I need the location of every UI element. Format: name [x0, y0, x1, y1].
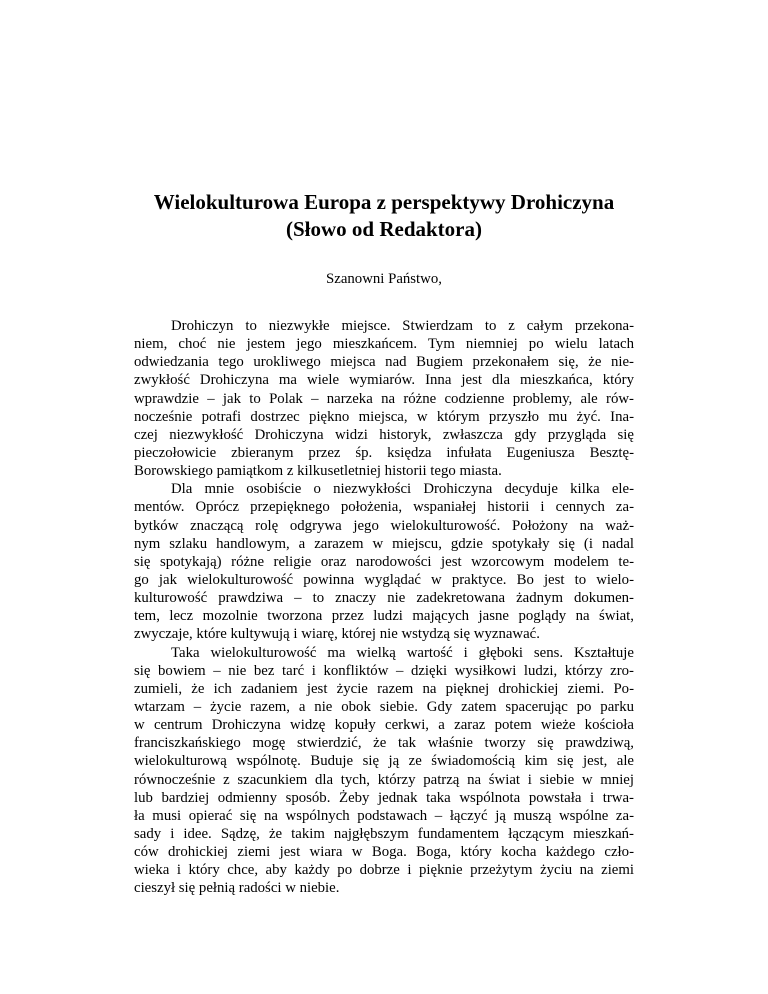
text-line: Dla mnie osobiście o niezwykłości Drohiczyna decyduje kilka ele-	[171, 481, 634, 498]
text-line: bytków znaczącą rolę odgrywa jego wielokulturowość. Położony na waż-	[134, 517, 634, 534]
text-line: sady i idee. Sądzę, że takim najgłębszym fundamentem łączącym mieszkań-	[134, 825, 634, 842]
text-line: ła musi opierać się na wspólnych podstawach – łączyć ją muszą wspólne za-	[134, 807, 634, 824]
text-line: odwiedzania tego urokliwego miejsca nad Bugiem przekonałem się, że nie-	[134, 354, 634, 371]
text-line: mentów. Oprócz przepięknego położenia, wspaniałej historii i cennych za-	[134, 499, 634, 516]
text-line: go jak wielokulturowość powinna wyglądać w praktyce. Bo jest to wielo-	[134, 571, 634, 588]
text-line: lub bardziej odmienny sposób. Żeby jednak taka wspólnota powstała i trwa-	[134, 789, 634, 806]
text-line: zwykłość Drohiczyna ma wiele wymiarów. Inna jest dla mieszkańca, który	[134, 372, 634, 389]
text-line: wieka i który chce, aby każdy po dobrze i pięknie przeżytym życiu na ziemi	[134, 862, 634, 879]
title-line-2: (Słowo od Redaktora)	[285, 217, 482, 241]
text-line: ców drohickiej ziemi jest wiara w Boga. Boga, który kocha każdego czło-	[134, 844, 634, 861]
text-line: nym szlaku handlowym, a zarazem w miejscu, gdzie spotykały się (i nadal	[134, 535, 634, 552]
page-title	[120, 189, 648, 243]
salutation: Szanowni Państwo,	[326, 271, 442, 287]
text-line: niem, choć nie jestem jego mieszkańcem. Tym niemniej po wielu latach	[134, 336, 634, 353]
text-line: cieszył się pełnią radości w niebie.	[134, 880, 340, 897]
text-line: nocześnie potrafi dostrzec piękno miejsca, w którym przyszło mu żyć. Ina-	[134, 408, 634, 425]
text-line: czej niezwykłość Drohiczyna widzi historyk, zwłaszcza gdy przygląda się	[134, 426, 634, 443]
text-line: się bowiem – nie bez tarć i konfliktów – dzięki wysiłkowi ludzi, którzy zro-	[134, 662, 634, 679]
text-line: Taka wielokulturowość ma wielką wartość i głęboki sens. Kształtuje	[171, 644, 634, 661]
text-line: pieczołowicie zbieranym przez śp. księdza infułata Eugeniusza Besztę-	[134, 444, 634, 461]
text-line: zumieli, że ich zadaniem jest życie razem na pięknej drohickiej ziemi. Po-	[134, 680, 634, 697]
text-line: zwyczaje, które kultywują i wiarę, której nie wstydzą się wyznawać.	[134, 626, 540, 643]
text-line: równocześnie z szacunkiem dla tych, którzy patrzą na świat i siebie w mniej	[134, 771, 634, 788]
text-line: wprawdzie – jak to Polak – narzeka na różne codzienne problemy, ale rów-	[134, 390, 634, 407]
title-line-1: Wielokulturowa Europa z perspektywy Drohiczyna	[153, 190, 615, 214]
text-line: tem, lecz mozolnie tworzona przez ludzi mających jasne poglądy na świat,	[134, 608, 634, 625]
text-line: w centrum Drohiczyna widzę kopuły cerkwi, a zaraz potem wieże kościoła	[134, 717, 634, 734]
text-line: wielokulturową wspólnotę. Buduje się ją ze świadomością kim się jest, ale	[134, 753, 634, 770]
text-line: kulturowość prawdziwa – to znaczy nie zadekretowana żadnym dokumen-	[134, 590, 634, 607]
text-line: Drohiczyn to niezwykłe miejsce. Stwierdzam to z całym przekona-	[171, 318, 634, 334]
text-line: franciszkańskiego mogę stwierdzić, że tak właśnie tworzy się prawdziwą,	[134, 735, 634, 752]
body-text	[134, 317, 634, 898]
text-line: się spotykają) różne religie oraz narodowości jest wzorcowym modelem te-	[134, 553, 634, 570]
text-line: Borowskiego pamiątkom z kilkusetletniej historii tego miasta.	[134, 463, 502, 480]
text-line: wtarzam – życie razem, a nie obok siebie. Gdy zatem spacerując po parku	[134, 698, 634, 715]
